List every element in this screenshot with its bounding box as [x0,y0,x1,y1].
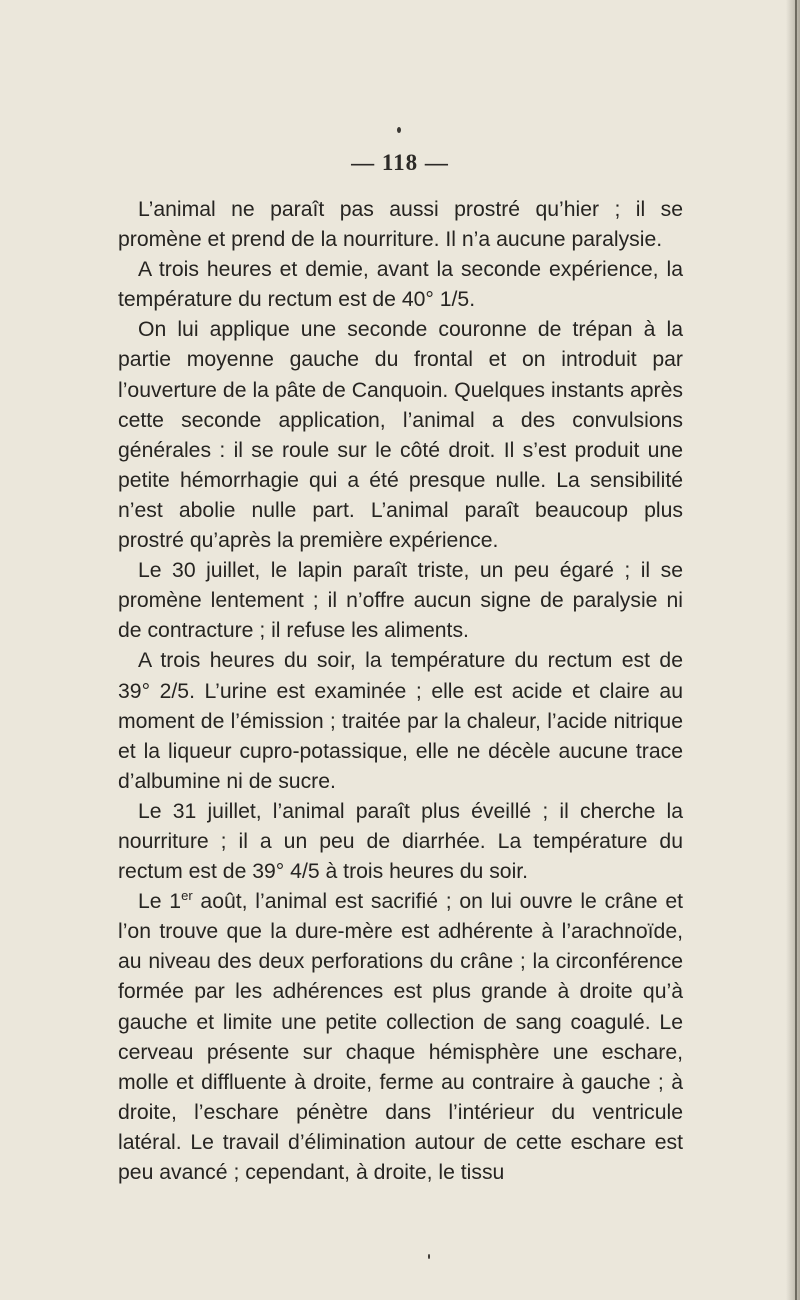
ordinal-superscript: er [181,888,193,904]
body-text [118,195,683,1188]
paragraph: A trois heures et demie, avant la seconde expérience, la température du rectum est de 40° 1/5. [118,258,683,312]
ink-speck [428,1254,430,1259]
paragraph: Le 31 juillet, l’animal paraît plus éveillé ; il cherche la nourriture ; il a un peu de diarrhée. La température du rectum est de 39° 4/5 à trois heures du soir. [118,799,683,884]
paragraph: L’animal ne paraît pas aussi prostré qu’hier ; il se promène et prend de la nourriture. Il n’a aucune paralysie. [118,198,683,252]
paragraph-rest: août, l’animal est sacrifié ; on lui ouvre le crâne et l’on trouve que la dure-mère est adhérente à l’arachnoïde, au niveau des deux perforations du crâne ; la circonférence formée par les adhérences est plus grande à droite qu’à gauche et limite une petite collection de sang coagulé. Le cerveau présente sur chaque hémisphère une eschare, molle et diffluente à droite, ferme au contraire à gauche ; à droite, l’eschare pénètre dans l’intérieur du ventricule latéral. Le travail d’élimination autour de cette eschare est peu avancé ; cependant, à droite, le tissu [118,890,683,1184]
paragraph: A trois heures du soir, la température du rectum est de 39° 2/5. L’urine est examinée ; elle est acide et claire au moment de l’émission ; traitée par la chaleur, l’acide nitrique et la liqueur cupro-potassique, elle ne décèle aucune trace d’albumine ni de sucre. [118,649,683,793]
page-edge-line [795,0,797,1300]
page-number: — 118 — [351,150,449,175]
ink-speck [397,127,401,133]
paragraph [118,887,683,1188]
paragraph: Le 30 juillet, le lapin paraît triste, un peu égaré ; il se promène lentement ; il n’offre aucun signe de paralysie ni de contracture ; il refuse les aliments. [118,559,683,643]
page-edge-shadow [786,0,800,1300]
paragraph: On lui applique une seconde couronne de trépan à la partie moyenne gauche du frontal et on introduit par l’ouverture de la pâte de Canquoin. Quelques instants après cette seconde application, l’animal a des convulsions générales : il se roule sur le côté droit. Il s’est produit une petite hémorrhagie qui a été presque nulle. La sensibilité n’est abolie nulle part. L’animal paraît beaucoup plus prostré qu’après la première expérience. [118,318,683,553]
paragraph-start: Le 1 [138,890,182,914]
